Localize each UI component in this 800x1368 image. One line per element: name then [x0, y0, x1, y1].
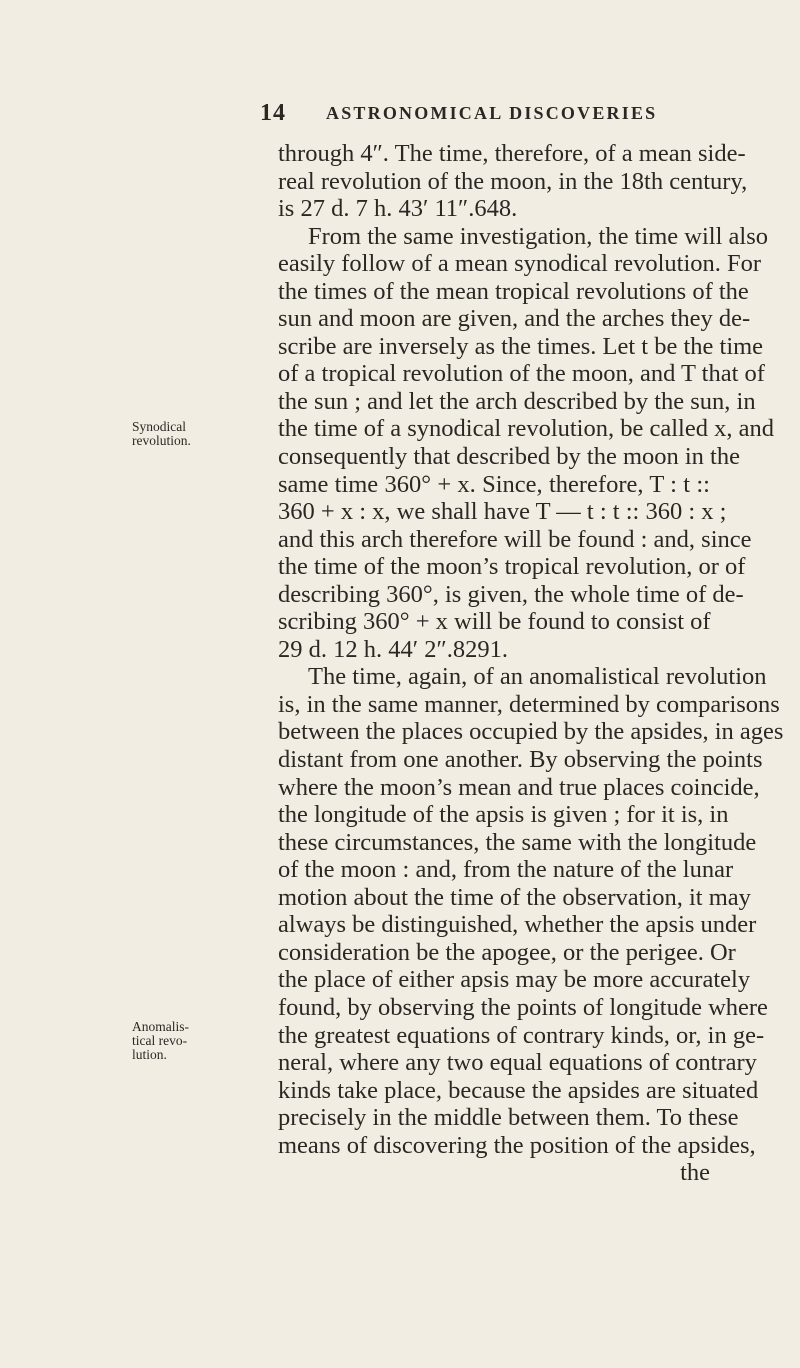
text-line: is 27 d. 7 h. 43′ 11″.648.	[278, 195, 518, 223]
page-header	[260, 100, 710, 132]
text-line: motion about the time of the observation, it may	[278, 883, 751, 911]
body-text	[278, 140, 784, 1187]
text-line: the times of the mean tropical revolutions of the	[278, 277, 749, 305]
text-line: 29 d. 12 h. 44′ 2″.8291.	[278, 635, 508, 663]
text-line: The time, again, of an anomalistical revolution	[308, 663, 767, 691]
text-line: easily follow of a mean synodical revolution. For	[278, 250, 762, 278]
page-number: 14	[260, 100, 286, 126]
text-line: precisely in the middle between them. To these	[278, 1104, 739, 1132]
catchword: the	[680, 1159, 710, 1187]
margin-note-line: tical revo-	[132, 1033, 188, 1048]
text-line: the place of either apsis may be more accurately	[278, 966, 751, 994]
text-line: the longitude of the apsis is given ; for it is, in	[278, 801, 729, 829]
text-line: the time of a synodical revolution, be called x, and	[278, 415, 774, 443]
running-head: ASTRONOMICAL DISCOVERIES	[326, 103, 658, 123]
text-line: scribing 360° + x will be found to consist of	[278, 608, 711, 636]
text-line: between the places occupied by the apsides, in ages	[278, 718, 784, 746]
text-line: real revolution of the moon, in the 18th century,	[278, 167, 748, 195]
text-line: sun and moon are given, and the arches they de-	[278, 305, 751, 333]
text-line: is, in the same manner, determined by comparisons	[278, 690, 780, 718]
text-line: means of discovering the position of the apsides,	[278, 1131, 756, 1159]
text-line: kinds take place, because the apsides are situated	[278, 1076, 759, 1104]
text-line: of the moon : and, from the nature of the lunar	[278, 856, 734, 884]
text-line: and this arch therefore will be found : and, since	[278, 525, 752, 553]
text-line: where the moon’s mean and true places coincide,	[278, 773, 760, 801]
margin-note-line: Anomalis-	[132, 1019, 189, 1034]
text-line: consequently that described by the moon in the	[278, 443, 740, 471]
margin-note-line: lution.	[132, 1047, 167, 1062]
text-line: From the same investigation, the time will also	[308, 222, 768, 250]
text-line: the time of the moon’s tropical revolution, or of	[278, 553, 746, 581]
margin-note-anomalistical-revolution	[132, 1020, 252, 1062]
text-line: 360 + x : x, we shall have T — t : t :: 360 : x ;	[278, 498, 727, 526]
text-line: these circumstances, the same with the longitude	[278, 828, 757, 856]
text-line: the sun ; and let the arch described by the sun, in	[278, 387, 756, 415]
text-line: consideration be the apogee, or the perigee. Or	[278, 938, 736, 966]
text-line: distant from one another. By observing the points	[278, 746, 763, 774]
text-line: neral, where any two equal equations of contrary	[278, 1049, 757, 1077]
text-line: always be distinguished, whether the apsis under	[278, 911, 757, 939]
text-line: found, by observing the points of longitude where	[278, 993, 768, 1021]
text-line: same time 360° + x. Since, therefore, T : t ::	[278, 470, 710, 498]
text-line: of a tropical revolution of the moon, and T that of	[278, 360, 765, 388]
margin-note-synodical-revolution	[132, 420, 252, 448]
margin-note-line: revolution.	[132, 433, 191, 448]
text-line: the greatest equations of contrary kinds, or, in ge-	[278, 1021, 765, 1049]
margin-note-line: Synodical	[132, 419, 186, 434]
text-line: scribe are inversely as the times. Let t be the time	[278, 332, 764, 360]
text-line: describing 360°, is given, the whole time of de-	[278, 580, 744, 608]
text-line: through 4″. The time, therefore, of a mean side-	[278, 140, 746, 167]
